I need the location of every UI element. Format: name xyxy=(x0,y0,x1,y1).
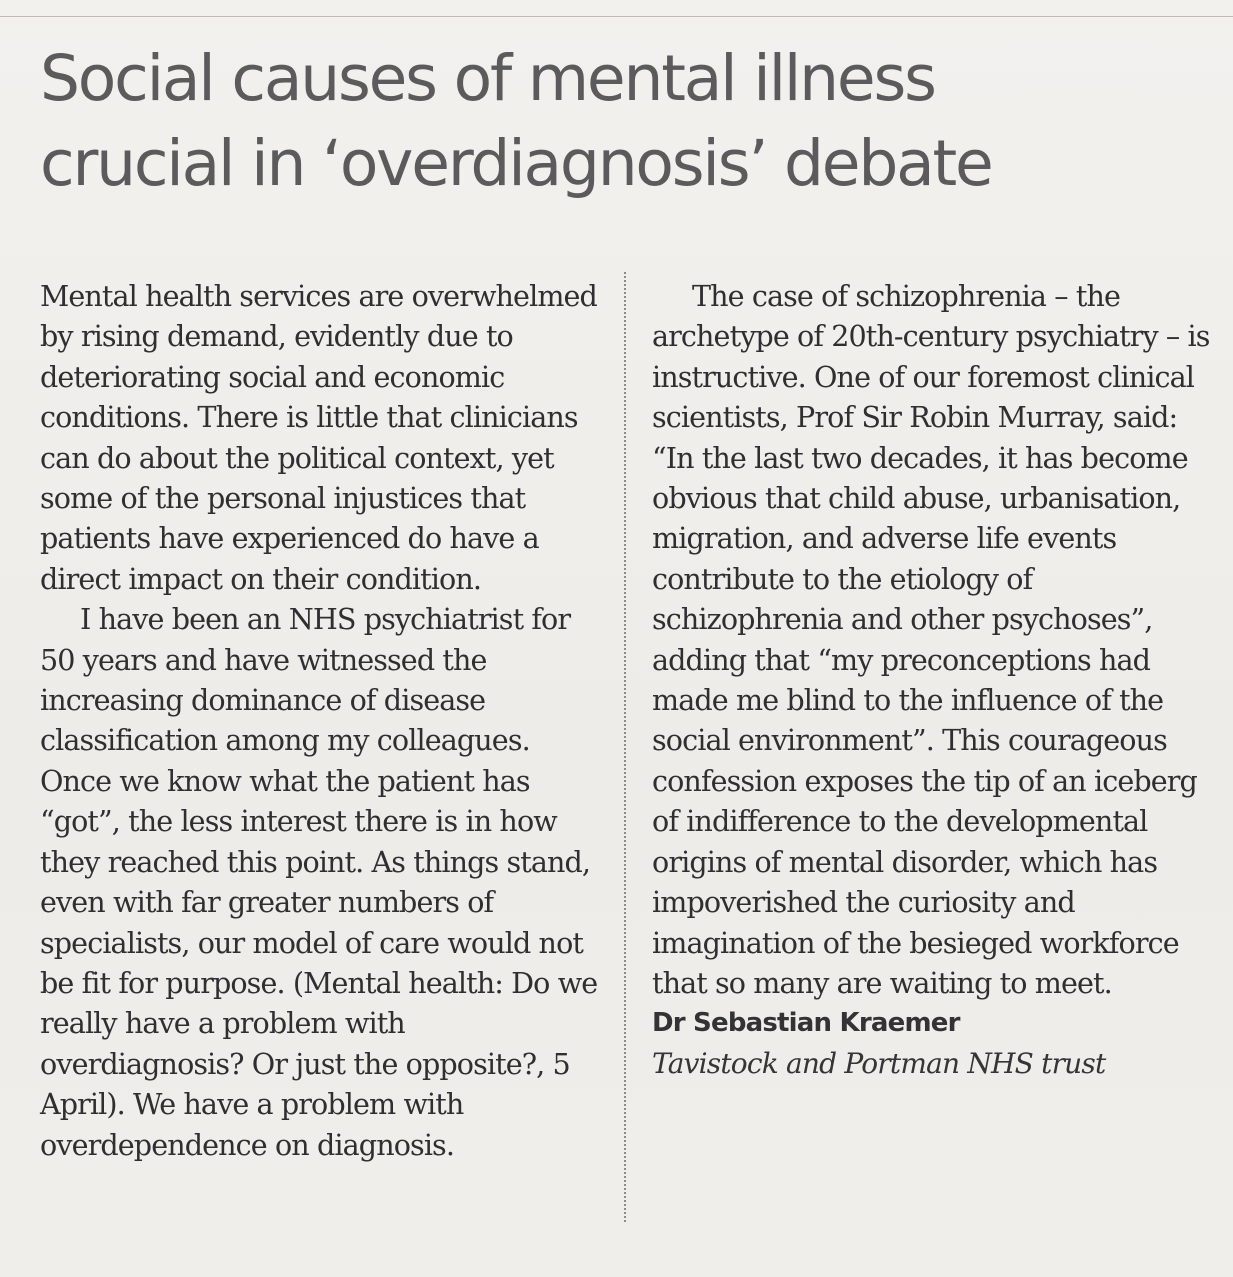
author-name: Dr Sebastian Kraemer xyxy=(652,1008,960,1039)
paragraph-2: I have been an NHS psychiatrist for 50 years and have witnessed the increasing dominance of disease classification among my colleagues. Once we know what the patient has “got”, the less interest there is in how they reached this point. As things stand, even with far greater numbers of specialists, our model of care would not be fit for purpose. (Mental health: Do we really have a problem with overdiagnosis? Or just the opposite?, 5 April). We have a problem with overdependence on diagnosis. xyxy=(40,602,598,1162)
right-column xyxy=(652,276,1222,1084)
headline-line-1: Social causes of mental illness xyxy=(40,42,935,115)
paragraph-1: Mental health services are overwhelmed by rising demand, evidently due to deteriorating social and economic conditions. There is little that clinicians can do about the political context, yet some of the personal injustices that patients have experienced do have a direct impact on their condition. xyxy=(40,279,597,596)
author-affiliation: Tavistock and Portman NHS trust xyxy=(652,1046,1106,1080)
paragraph-3: The case of schizophrenia – the archetype of 20th-century psychiatry – is instructive. One of our foremost clinical scientists, Prof Sir Robin Murray, said: “In the last two decades, it has become obvious that child abuse, urbanisation, migration, and adverse life events contribute to the etiology of schizophrenia and other psychoses”, adding that “my preconceptions had made me blind to the influence of the social environment”. This courageous confession exposes the tip of an iceberg of indifference to the developmental origins of mental disorder, which has impoverished the curiosity and imagination of the besieged workforce that so many are waiting to meet. xyxy=(652,279,1210,1000)
headline xyxy=(40,36,1210,206)
headline-line-2: crucial in ‘overdiagnosis’ debate xyxy=(40,127,992,200)
top-rule xyxy=(0,0,1233,17)
column-divider xyxy=(624,272,626,1222)
left-column xyxy=(40,276,605,1165)
